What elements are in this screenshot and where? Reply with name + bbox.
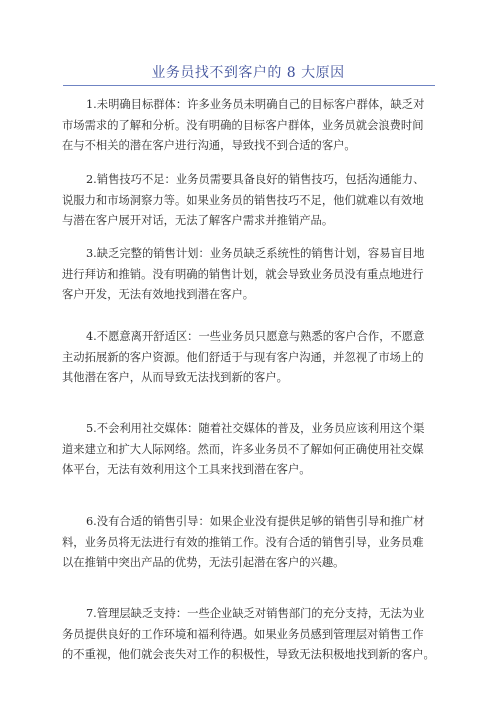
paragraph-line: 其他潜在客户，从而导致无法找到新的客户。 (62, 371, 288, 384)
paragraph-line: 在与不相关的潜在客户进行沟通，导致找不到合适的客户。 (62, 139, 356, 152)
reason-paragraph-4 (62, 327, 442, 389)
paragraph-line: 6.没有合适的销售引导：如果企业没有提供足够的销售引导和推广材 (86, 515, 425, 528)
paragraph-line: 道来建立和扩大人际网络。然而，许多业务员不了解如何正确使用社交媒 (62, 442, 424, 456)
reason-paragraph-2 (62, 170, 442, 232)
paragraph-line: 2.销售技巧不足：业务员需要具备良好的销售技巧，包括沟通能力、 (86, 173, 425, 186)
page-title: 业务员找不到客户的 8 大原因 (151, 65, 345, 81)
paragraph-line: 以在推销中突出产品的优势，无法引起潜在客户的兴趣。 (62, 556, 345, 569)
paragraph-line: 7.管理层缺乏支持：一些企业缺乏对销售部门的充分支持，无法为业 (86, 607, 425, 620)
paragraph-line: 说服力和市场洞察力等。如果业务员的销售技巧不足，他们就难以有效地 (62, 193, 424, 207)
paragraph-line: 主动拓展新的客户资源。他们舒适于与现有客户沟通，并忽视了市场上的 (62, 350, 424, 364)
paragraph-line: 3.缺乏完整的销售计划：业务员缺乏系统性的销售计划，容易盲目地 (86, 247, 425, 260)
paragraph-line: 1.未明确目标群体：许多业务员未明确自己的目标客户群体，缺乏对 (86, 98, 425, 111)
paragraph-line: 市场需求的了解和分析。没有明确的目标客户群体，业务员就会浪费时间 (62, 118, 424, 132)
paragraph-line: 料，业务员将无法进行有效的推销工作。没有合适的销售引导，业务员难 (62, 535, 424, 549)
paragraph-line: 体平台，无法有效利用这个工具来找到潜在客户。 (62, 463, 311, 476)
paragraph-line: 进行拜访和推销。没有明确的销售计划，就会导致业务员没有重点地进行 (62, 267, 424, 281)
paragraph-line: 5.不会利用社交媒体：随着社交媒体的普及，业务员应该利用这个渠 (86, 422, 425, 435)
paragraph-line: 务员提供良好的工作环境和福利待遇。如果业务员感到管理层对销售工作 (62, 627, 424, 641)
title-underline (63, 85, 435, 86)
paragraph-line: 4.不愿意离开舒适区：一些业务员只愿意与熟悉的客户合作，不愿意 (86, 330, 425, 343)
reason-paragraph-5 (62, 419, 442, 481)
reason-paragraph-6 (62, 512, 442, 574)
reason-paragraph-7 (62, 604, 442, 666)
paragraph-line: 与潜在客户展开对话，无法了解客户需求并推销产品。 (62, 214, 334, 227)
reason-paragraph-3 (62, 244, 442, 306)
reason-paragraph-1 (62, 95, 442, 157)
paragraph-line: 客户开发，无法有效地找到潜在客户。 (62, 288, 255, 301)
paragraph-line: 的不重视，他们就会丧失对工作的积极性，导致无法积极地找到新的客户。 (62, 648, 435, 661)
